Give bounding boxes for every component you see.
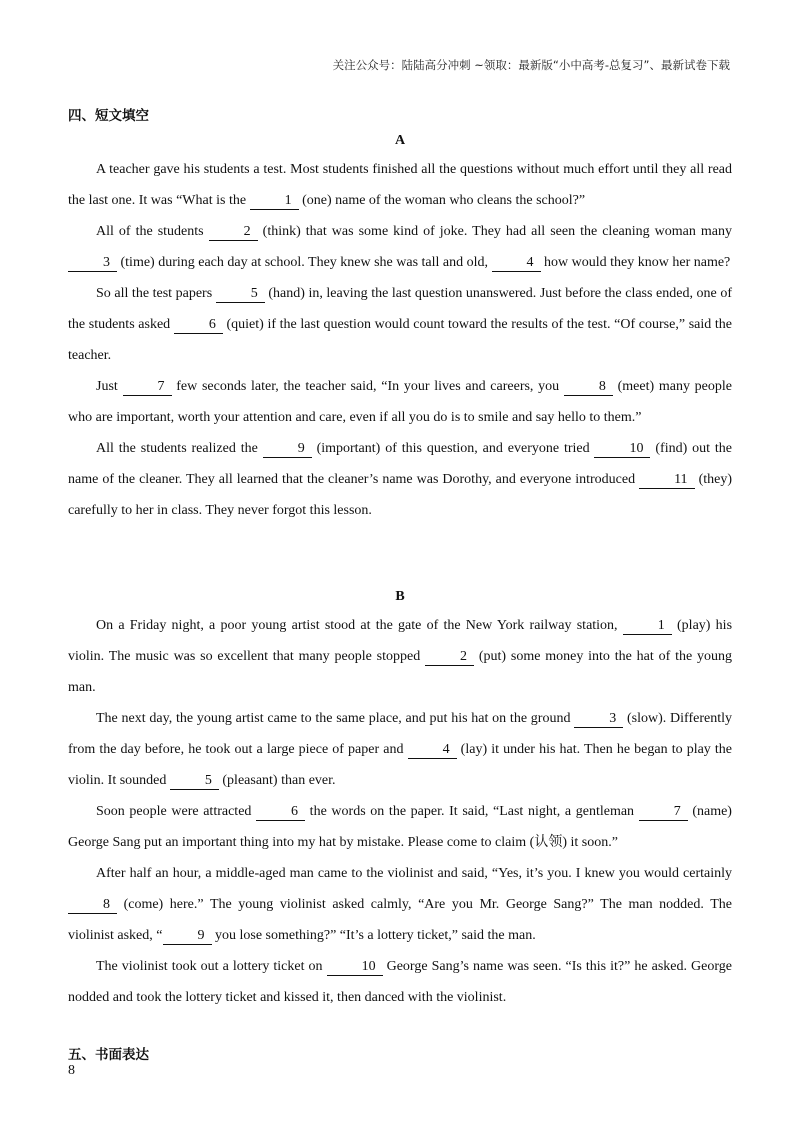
text-segment: (play) his violin. The music was so excellent that many people stopped — [68, 618, 733, 664]
text-segment: George Sang’s name was seen. “Is this it?” he asked. George nodded and took the lottery ticket and kissed it, then danced with the violinist. — [68, 959, 733, 1005]
text-segment: (name) George Sang put an important thing into my hat by mistake. Please come to claim (认领) it soon.” — [68, 804, 732, 850]
blank-6: 6 — [256, 803, 305, 821]
paragraph — [68, 703, 732, 796]
text-segment: (think) that was some kind of joke. They had all seen the cleaning woman many — [257, 224, 732, 239]
blank-5: 5 — [170, 772, 219, 790]
passage-a-label: A — [394, 133, 406, 148]
text-segment: The violinist took out a lottery ticket on — [96, 959, 327, 974]
blank-10: 10 — [327, 958, 383, 976]
passage-a — [68, 154, 732, 526]
blank-3: 3 — [68, 254, 117, 272]
blank-1: 1 — [623, 617, 672, 635]
text-segment: (slow). Differently from the day before, he took out a large piece of paper and — [68, 711, 733, 757]
blank-2: 2 — [209, 223, 258, 241]
paragraph — [68, 796, 732, 858]
text-segment: (hand) in, leaving the last question unanswered. Just before the class ended, one of the students asked — [68, 286, 732, 332]
paragraph — [68, 216, 732, 278]
blank-10: 10 — [594, 440, 650, 458]
blank-8: 8 — [68, 896, 117, 914]
text-segment: On a Friday night, a poor young artist stood at the gate of the New York railway station, — [96, 618, 623, 633]
text-segment: (come) here.” The young violinist asked calmly, “Are you Mr. George Sang?” The man nodded. The violinist asked, “ — [68, 897, 732, 943]
blank-6: 6 — [174, 316, 223, 334]
blank-5: 5 — [216, 285, 265, 303]
text-segment: So all the test papers — [96, 286, 216, 301]
text-segment: Just — [96, 379, 123, 394]
paragraph — [68, 610, 732, 703]
blank-8: 8 — [564, 378, 613, 396]
text-segment: (lay) it under his hat. Then he began to play the violin. It sounded — [68, 742, 732, 788]
text-segment: All the students realized the — [96, 441, 263, 456]
paragraph — [68, 951, 732, 1013]
text-segment: (put) some money into the hat of the young man. — [68, 649, 732, 695]
blank-2: 2 — [425, 648, 474, 666]
text-segment: Soon people were attracted — [96, 804, 257, 819]
text-segment: (they) carefully to her in class. They never forgot this lesson. — [68, 472, 732, 518]
text-segment: (find) out the name of the cleaner. They all learned that the cleaner’s name was Dorothy, and everyone introduced — [68, 441, 732, 487]
blank-4: 4 — [492, 254, 541, 272]
blank-3: 3 — [574, 710, 623, 728]
header-note: 关注公众号：陆陆高分冲刺 ~领取：最新版“小中高考-总复习”、最新试卷下载 — [332, 58, 730, 72]
passage-b-label: B — [395, 589, 405, 604]
section-title-writing: 五、书面表达 — [68, 1047, 149, 1063]
text-segment: The next day, the young artist came to the same place, and put his hat on the ground — [96, 711, 575, 726]
section-title-fill-in: 四、短文填空 — [68, 108, 149, 124]
blank-7: 7 — [639, 803, 688, 821]
passage-b — [68, 610, 732, 1013]
text-segment: few seconds later, the teacher said, “In your lives and careers, you — [171, 379, 564, 394]
text-segment: After half an hour, a middle-aged man came to the violinist and said, “Yes, it’s you. I knew you would certainly — [96, 866, 732, 881]
paragraph — [68, 433, 732, 526]
text-segment: (important) of this question, and everyone tried — [311, 441, 595, 456]
text-segment: (pleasant) than ever. — [218, 773, 336, 788]
text-segment: A teacher gave his students a test. Most students finished all the questions without much effort until they all read the last one. It was “What is the — [68, 162, 732, 208]
text-segment: you lose something?” “It’s a lottery ticket,” said the man. — [211, 928, 536, 943]
blank-11: 11 — [639, 471, 694, 489]
blank-9: 9 — [263, 440, 312, 458]
text-segment: (quiet) if the last question would count toward the results of the test. “Of course,” said the teacher. — [68, 317, 732, 363]
paragraph — [68, 371, 732, 433]
paragraph — [68, 278, 732, 371]
blank-7: 7 — [123, 378, 172, 396]
text-segment: (time) during each day at school. They knew she was tall and old, — [117, 255, 492, 270]
text-segment: the words on the paper. It said, “Last night, a gentleman — [305, 804, 639, 819]
text-segment: (one) name of the woman who cleans the school?” — [298, 193, 586, 208]
text-segment: how would they know her name? — [540, 255, 731, 270]
paragraph — [68, 154, 732, 216]
blank-1: 1 — [250, 192, 299, 210]
paragraph — [68, 858, 732, 951]
page-number: 8 — [68, 1063, 75, 1078]
text-segment: (meet) many people who are important, worth your attention and care, even if all you do is to smile and say hello to them.” — [68, 379, 732, 425]
text-segment: All of the students — [96, 224, 209, 239]
blank-9: 9 — [163, 927, 212, 945]
blank-4: 4 — [408, 741, 457, 759]
